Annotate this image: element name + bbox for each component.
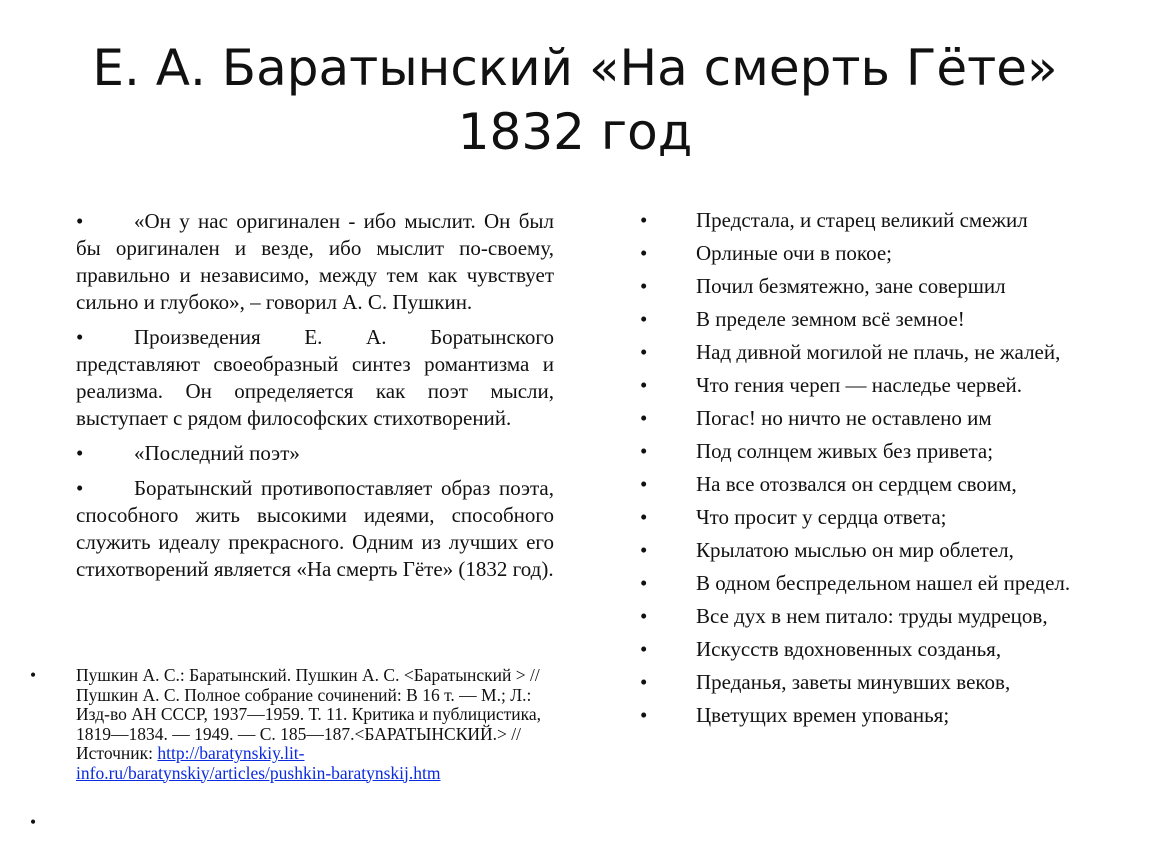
bullet-icon: • <box>640 208 648 232</box>
bullet-icon: • <box>640 307 648 331</box>
poem-line-text: Преданья, заветы минувших веков, <box>696 670 1011 694</box>
left-paragraph-text: Боратынский противопоставляет образ поэта, способного жить высокими идеями, способного служить идеалу прекрасного. Одним из лучших его стихотворений является «На смерть Гёте» (1832 год). <box>76 476 554 581</box>
poem-line-text: Орлиные очи в покое; <box>696 241 892 265</box>
poem-line-text: Что гения череп — наследье червей. <box>696 373 1023 397</box>
bullet-icon: • <box>76 209 84 233</box>
bullet-icon: • <box>640 406 648 430</box>
reference-note <box>30 666 550 783</box>
reference-text <box>76 666 550 783</box>
poem-line <box>640 405 1108 432</box>
poem-line-text: Что просит у сердца ответа; <box>696 505 947 529</box>
poem-line-text: Над дивной могилой не плачь, не жалей, <box>696 340 1061 364</box>
bullet-icon: • <box>30 665 37 685</box>
poem-line-text: Искусств вдохновенных созданья, <box>696 637 1002 661</box>
poem-line <box>640 603 1108 630</box>
poem-line-text: Погас! но ничто не оставлено им <box>696 406 992 430</box>
empty-bullet-icon: • <box>30 812 37 832</box>
bullet-icon: • <box>640 373 648 397</box>
reference-link[interactable]: http://baratynskiy.lit-info.ru/baratynskiy/articles/pushkin-baratynskij.htm <box>76 743 441 783</box>
bullet-icon: • <box>640 571 648 595</box>
poem-line <box>640 504 1108 531</box>
bullet-icon: • <box>76 441 84 465</box>
poem-line-text: Крылатою мыслью он мир облетел, <box>696 538 1014 562</box>
poem-line-text: В пределе земном всё земное! <box>696 307 965 331</box>
title-line-1: Е. А. Баратынский «На смерть Гёте» <box>92 39 1058 97</box>
poem-column <box>640 207 1108 735</box>
poem-line <box>640 636 1108 663</box>
poem-line <box>640 339 1108 366</box>
poem-line <box>640 570 1108 597</box>
poem-line <box>640 537 1108 564</box>
poem-line-text: На все отозвался он сердцем своим, <box>696 472 1017 496</box>
bullet-icon: • <box>640 340 648 364</box>
slide-title <box>0 36 1150 164</box>
poem-line <box>640 702 1108 729</box>
left-paragraph-1 <box>76 208 554 316</box>
bullet-icon: • <box>640 439 648 463</box>
left-paragraph-3 <box>76 440 554 467</box>
left-paragraph-4 <box>76 475 554 583</box>
bullet-icon: • <box>640 505 648 529</box>
poem-line-text: Почил безмятежно, зане совершил <box>696 274 1006 298</box>
poem-line <box>640 207 1108 234</box>
poem-line-text: Все дух в нем питало: труды мудрецов, <box>696 604 1048 628</box>
poem-line-text: В одном беспредельном нашел ей предел. <box>696 571 1071 595</box>
bullet-icon: • <box>640 703 648 727</box>
bullet-icon: • <box>76 325 84 349</box>
left-paragraph-2 <box>76 324 554 432</box>
poem-line <box>640 306 1108 333</box>
bullet-icon: • <box>640 538 648 562</box>
poem-line <box>640 669 1108 696</box>
left-paragraph-text: «Он у нас оригинален - ибо мыслит. Он был бы оригинален и везде, ибо мыслит по-своему, правильно и независимо, между тем как чувствует сильно и глубоко», – говорил А. С. Пушкин. <box>76 209 554 314</box>
poem-line <box>640 438 1108 465</box>
bullet-icon: • <box>640 274 648 298</box>
bullet-icon: • <box>640 472 648 496</box>
poem-line <box>640 471 1108 498</box>
bullet-icon: • <box>640 637 648 661</box>
poem-line <box>640 273 1108 300</box>
bullet-icon: • <box>640 241 648 265</box>
reference-citation: Пушкин А. С.: Баратынский. Пушкин А. С. <Баратынский > // Пушкин А. С. Полное собрание сочинений: В 16 т. — М.; Л.: Изд-во АН СССР, 1937—1959. Т. 11. Критика и публицистика, 1819—1834. — 1949. — С. 185—187.<БАРАТЫНСКИЙ.> // Источник: <box>76 665 541 763</box>
left-paragraph-text: Произведения Е. А. Боратынского представляют своеобразный синтез романтизма и реализма. Он определяется как поэт мысли, выступает с рядом философских стихотворений. <box>76 325 554 430</box>
bullet-icon: • <box>76 476 84 500</box>
poem-line-text: Под солнцем живых без привета; <box>696 439 994 463</box>
left-column <box>76 208 554 591</box>
poem-line <box>640 372 1108 399</box>
bullet-icon: • <box>640 670 648 694</box>
poem-line-text: Предстала, и старец великий смежил <box>696 208 1028 232</box>
bullet-icon: • <box>640 604 648 628</box>
title-line-2: 1832 год <box>457 103 693 161</box>
left-paragraph-text: «Последний поэт» <box>134 441 300 465</box>
poem-line-text: Цветущих времен упованья; <box>696 703 950 727</box>
poem-line <box>640 240 1108 267</box>
